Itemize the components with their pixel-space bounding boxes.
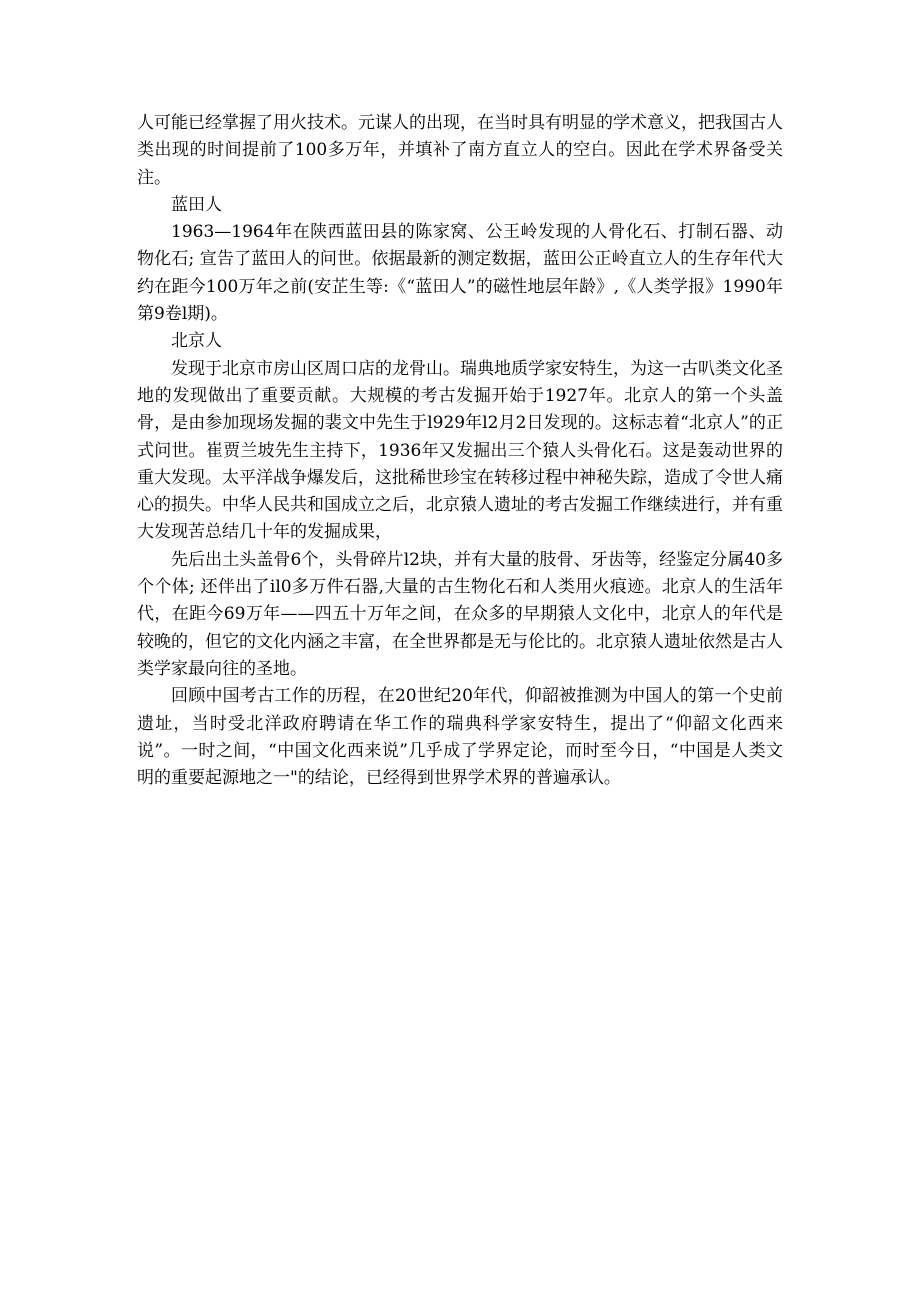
section-heading-beijing: 北京人 xyxy=(171,331,222,352)
paragraph-beijing-discovery: 发现于北京市房山区周口店的龙骨山。瑞典地质学家安特生，为这一古叭类文化圣地的发现做出了重要贡献。大规模的考古发掘开始于1927年。北京人的第一个头盖骨，是由参加现场发掘的裴文中先生于l929年l2月2日发现的。这标志着“北京人”的正式问世。崔贾兰坡先生主持下，1936年又发掘出三个猿人头骨化石。这是轰动世界的重大发现。太平洋战争爆发后，这批稀世珍宝在转移过程中神秘失踪，造成了令世人痛心的损失。中华人民共和国成立之后，北京猿人遗址的考古发掘工作继续进行，并有重大发现苦总结几十年的发掘成果， xyxy=(137,358,783,543)
section-heading-lantian: 蓝田人 xyxy=(171,194,222,215)
paragraph-beijing-findings: 先后出土头盖骨6个，头骨碎片l2块，并有大量的肢骨、牙齿等，经鉴定分属40多个个体; 还伴出了il0多万件石器,大量的古生物化石和人类用火痕迹。北京人的生活年代，在距今69万年——四五十万年之间，在众多的早期猿人文化中，北京人的年代是较晚的，但它的文化内涵之丰富，在全世界都是无与伦比的。北京猿人遗址依然是古人类学家最向往的圣地。 xyxy=(137,549,783,679)
paragraph-continuation: 人可能已经掌握了用火技术。元谋人的出现，在当时具有明显的学术意义，把我国古人类出现的时间提前了100多万年，并填补了南方直立人的空白。因此在学术界备受关注。 xyxy=(137,113,783,188)
paragraph-lantian: 1963—1964年在陕西蓝田县的陈家窝、公王岭发现的人骨化石、打制石器、动物化石; 宣告了蓝田人的问世。依据最新的测定数据，蓝田公正岭直立人的生存年代大约在距今100万年之前(安芷生等:《“蓝田人”的磁性地层年龄》,《人类学报》1990年第9卷l期)。 xyxy=(137,222,783,325)
document-body xyxy=(137,110,783,792)
paragraph-review: 回顾中国考古工作的历程，在20世纪20年代，仰韶被推测为中国人的第一个史前遗址，当时受北洋政府聘请在华工作的瑞典科学家安特生，提出了“仰韶文化西来说”。一时之间，“中国文化西来说”几乎成了学界定论，而时至今日，“中国是人类文明的重要起源地之一"的结论，已经得到世界学术界的普遍承认。 xyxy=(137,686,783,789)
